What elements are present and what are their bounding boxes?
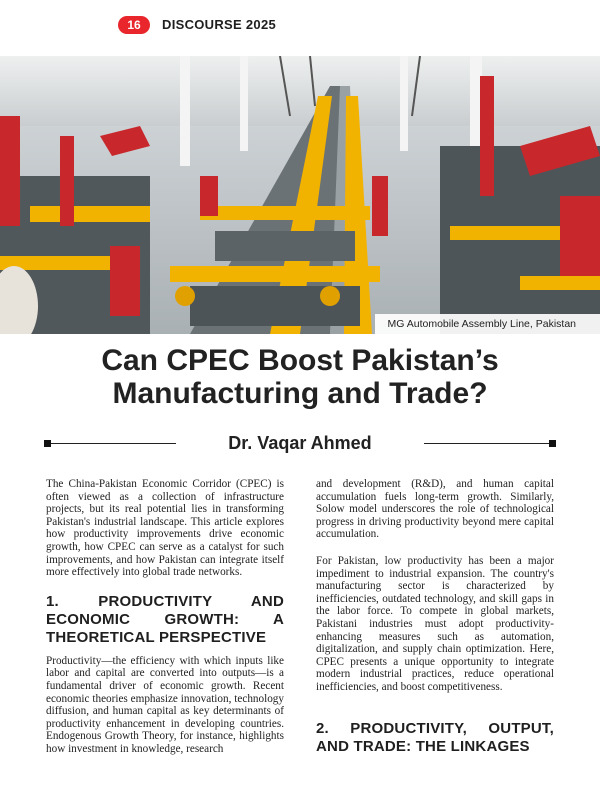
- article-title: [40, 344, 560, 410]
- page-number-badge: 16: [118, 16, 150, 34]
- photo-caption: MG Automobile Assembly Line, Pakistan: [375, 314, 600, 334]
- section-1-paragraph: Productivity—the efficiency with which inputs like labor and capital are converted into outputs—is a fundamental driver of economic growth. Recent economic theories emphasize innovation, technology diffusion, and human capital as key determinants of productivity enhancement in developing countries. Endogenous Growth Theory, for instance, highlights how investment in knowledge, research: [46, 654, 284, 755]
- column-right: [316, 478, 554, 756]
- page-header: [0, 0, 600, 48]
- author-name: Dr. Vaqar Ahmed: [228, 433, 372, 453]
- article-title-line-2: Manufacturing and Trade?: [112, 377, 488, 410]
- publication-title: DISCOURSE 2025: [162, 17, 277, 32]
- section-1-heading: 1. PRODUCTIVITY AND ECONOMIC GROWTH: A THEORETICAL PERSPECTIVE: [46, 592, 284, 646]
- article-title-line-1: Can CPEC Boost Pakistan’s: [101, 344, 499, 377]
- assembly-line-illustration: [0, 56, 600, 334]
- section-1-paragraph-2: For Pakistan, low productivity has been a major impediment to industrial expansion. The country's manufacturing sector is characterized by inefficiencies, outdated technology, and skill gaps in the labor force. To compete in global markets, Pakistani industries must adopt productivity-enhancing measures such as automation, digitalization, and supply chain optimization. Here, CPEC presents a unique opportunity to integrate modern industrial practices, reduce operational inefficiencies, and boost competitiveness.: [316, 554, 554, 693]
- byline: [44, 430, 556, 456]
- intro-paragraph: The China-Pakistan Economic Corridor (CPEC) is often viewed as a collection of infrastructure projects, but its real potential lies in transforming Pakistan's industrial landscape. This article explores how productivity improvements drive economic growth, how CPEC can serve as a catalyst for such improvements, and how Pakistan can integrate itself more effectively into global trade networks.: [46, 478, 284, 579]
- column-left: [46, 478, 284, 756]
- hero-photo: [0, 56, 600, 334]
- section-2-heading: 2. PRODUCTIVITY, OUTPUT, AND TRADE: THE LINKAGES: [316, 719, 554, 755]
- section-1-paragraph-continued: and development (R&D), and human capital accumulation fuels long-term growth. Similarly, Solow model underscores the role of technological progress in driving productivity beyond mere capital accumulation.: [316, 478, 554, 541]
